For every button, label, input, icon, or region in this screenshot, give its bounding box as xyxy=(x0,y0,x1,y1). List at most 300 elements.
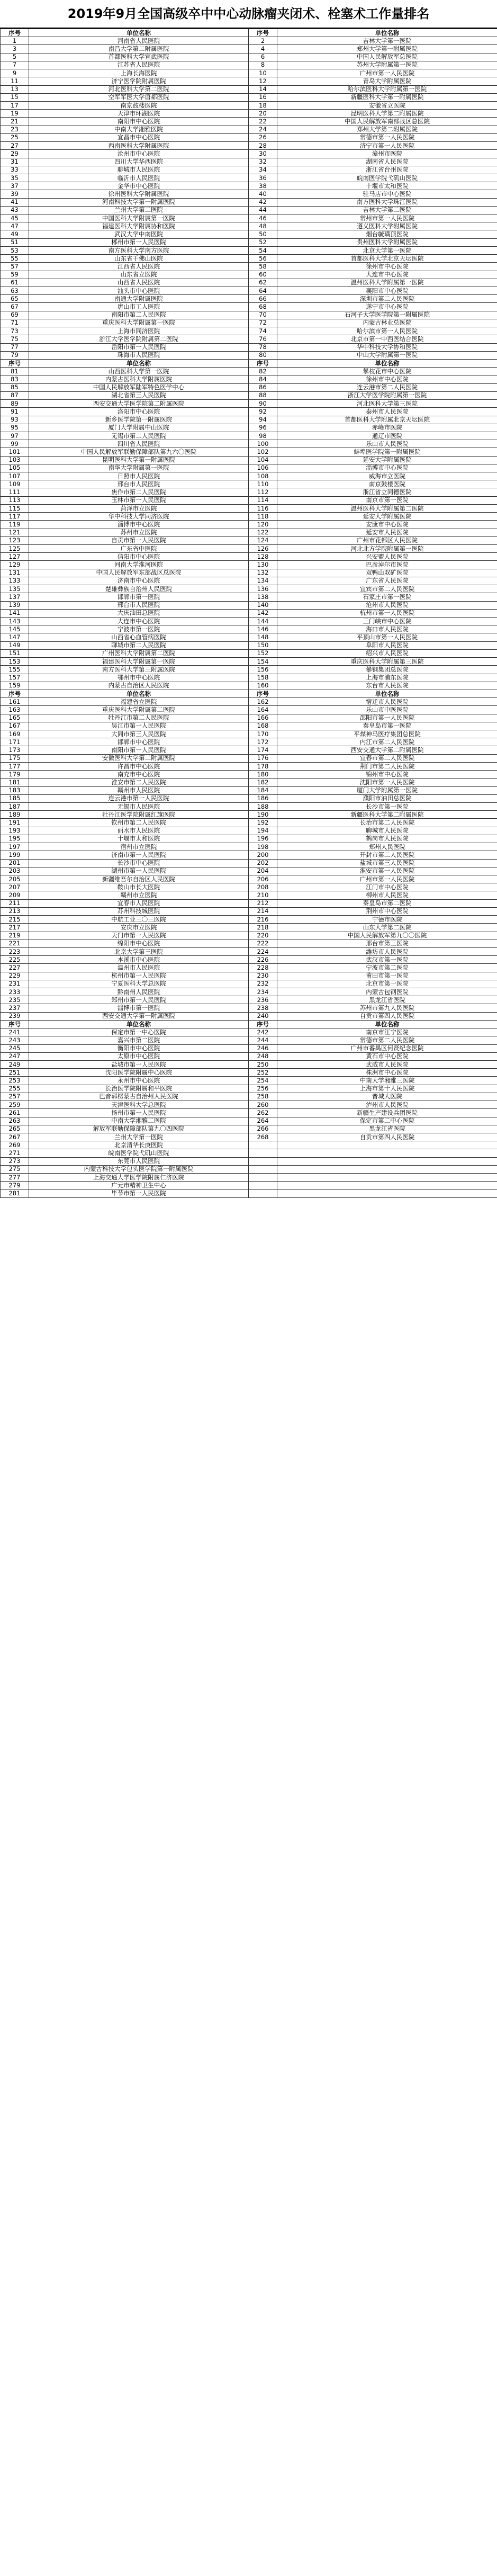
rank-cell: 120 xyxy=(249,521,277,529)
rank-cell: 143 xyxy=(1,617,29,625)
rank-cell: 208 xyxy=(249,883,277,891)
table-row xyxy=(1,843,497,851)
rank-cell: 193 xyxy=(1,827,29,835)
hospital-name: 晋城大医院 xyxy=(277,1093,497,1101)
rank-cell: 220 xyxy=(249,932,277,940)
table-row xyxy=(1,222,497,230)
hospital-name xyxy=(277,1141,497,1149)
rank-cell: 13 xyxy=(1,85,29,93)
table-row xyxy=(1,1141,497,1149)
table-row xyxy=(1,1109,497,1117)
rank-cell: 17 xyxy=(1,101,29,109)
hospital-name: 信阳市中心医院 xyxy=(29,553,249,561)
hospital-name: 长沙市第一医院 xyxy=(277,803,497,811)
table-row xyxy=(1,1149,497,1157)
hospital-name: 广州市第一人民医院 xyxy=(277,69,497,77)
rank-cell: 132 xyxy=(249,569,277,577)
rank-cell: 128 xyxy=(249,553,277,561)
hospital-name xyxy=(277,1157,497,1165)
hospital-name: 昆明医科大学第二附属医院 xyxy=(277,110,497,118)
table-row xyxy=(1,794,497,802)
hospital-name: 广州市第一人民医院 xyxy=(277,875,497,883)
table-row xyxy=(1,496,497,504)
hospital-name: 宿州市立医院 xyxy=(29,843,249,851)
rank-cell: 182 xyxy=(249,779,277,786)
rank-cell: 93 xyxy=(1,416,29,424)
hospital-name: 保定市第二中心医院 xyxy=(277,1117,497,1125)
rank-cell: 184 xyxy=(249,786,277,794)
hospital-name: 中国医科大学附属第一医院 xyxy=(29,214,249,222)
hospital-name: 河北医科大学第二医院 xyxy=(29,85,249,93)
rank-cell xyxy=(249,1149,277,1157)
rank-cell: 65 xyxy=(1,295,29,303)
rank-cell: 206 xyxy=(249,875,277,883)
table-row xyxy=(1,101,497,109)
table-row xyxy=(1,996,497,1004)
table-row xyxy=(1,182,497,190)
table-row xyxy=(1,133,497,141)
hospital-name: 嘉兴市第二医院 xyxy=(29,1036,249,1044)
hospital-name: 河南省人民医院 xyxy=(29,37,249,45)
hospital-name: 郑州市第一人民医院 xyxy=(29,996,249,1004)
hospital-name: 安庆市立医院 xyxy=(29,924,249,932)
rank-cell: 50 xyxy=(249,230,277,238)
hospital-name: 金华市中心医院 xyxy=(29,182,249,190)
hospital-name: 锦州市中心医院 xyxy=(277,771,497,779)
hospital-name: 中南大学湘雅三医院 xyxy=(277,1077,497,1085)
rank-cell: 136 xyxy=(249,585,277,593)
header-name: 单位名称 xyxy=(277,690,497,697)
rank-cell: 273 xyxy=(1,1157,29,1165)
table-header-row xyxy=(1,29,497,37)
hospital-name: 中国人民解放军总医院 xyxy=(277,53,497,61)
hospital-name: 阜阳市人民医院 xyxy=(277,641,497,649)
rank-cell: 265 xyxy=(1,1125,29,1133)
table-row xyxy=(1,585,497,593)
table-row xyxy=(1,190,497,198)
rank-cell: 57 xyxy=(1,263,29,271)
hospital-name: 浙江大学医学院附属第二医院 xyxy=(29,335,249,343)
rank-cell: 134 xyxy=(249,577,277,585)
table-row xyxy=(1,206,497,214)
hospital-name: 株洲市中心医院 xyxy=(277,1069,497,1077)
table-row xyxy=(1,1028,497,1036)
rank-cell: 224 xyxy=(249,947,277,955)
table-row xyxy=(1,891,497,899)
hospital-name: 潍坊市人民医院 xyxy=(277,947,497,955)
hospital-name: 江门市中心医院 xyxy=(277,883,497,891)
rank-cell: 113 xyxy=(1,496,29,504)
table-row xyxy=(1,658,497,666)
table-row xyxy=(1,464,497,472)
rank-cell: 268 xyxy=(249,1133,277,1141)
hospital-name: 新疆医科大学第一附属医院 xyxy=(277,93,497,101)
hospital-name: 郑州大学第二附属医院 xyxy=(277,126,497,133)
table-row xyxy=(1,174,497,182)
hospital-name: 南方医科大学南方医院 xyxy=(29,246,249,254)
table-row xyxy=(1,1157,497,1165)
rank-cell: 18 xyxy=(249,101,277,109)
rank-cell: 118 xyxy=(249,513,277,521)
hospital-name: 北京市第一医院 xyxy=(277,980,497,988)
table-row xyxy=(1,440,497,448)
hospital-name: 大庆油田总医院 xyxy=(29,609,249,617)
rank-cell: 81 xyxy=(1,368,29,375)
rank-cell: 35 xyxy=(1,174,29,182)
table-row xyxy=(1,504,497,512)
rank-cell: 152 xyxy=(249,649,277,657)
rank-cell: 247 xyxy=(1,1052,29,1060)
rank-cell xyxy=(249,1141,277,1149)
rank-cell: 230 xyxy=(249,972,277,980)
rank-cell: 281 xyxy=(1,1189,29,1197)
hospital-name: 兰州大学第一医院 xyxy=(29,1133,249,1141)
hospital-name: 河南科技大学第一附属医院 xyxy=(29,198,249,206)
rank-cell: 106 xyxy=(249,464,277,472)
rank-cell: 165 xyxy=(1,714,29,722)
rank-cell: 82 xyxy=(249,368,277,375)
header-name: 单位名称 xyxy=(29,29,249,37)
rank-cell: 239 xyxy=(1,1012,29,1020)
rank-cell: 42 xyxy=(249,198,277,206)
hospital-name: 宁夏医科大学总医院 xyxy=(29,980,249,988)
hospital-name: 常州市第一人民医院 xyxy=(277,214,497,222)
rank-cell: 58 xyxy=(249,263,277,271)
rank-cell: 253 xyxy=(1,1077,29,1085)
hospital-name: 内蒙古科技大学包头医学院第一附属医院 xyxy=(29,1165,249,1173)
hospital-name: 淮安市第一人民医院 xyxy=(277,867,497,875)
rank-cell: 205 xyxy=(1,875,29,883)
table-row xyxy=(1,375,497,383)
hospital-name: 毕节市第一人民医院 xyxy=(29,1189,249,1197)
hospital-name: 鞍山市长大医院 xyxy=(29,883,249,891)
rank-cell: 221 xyxy=(1,940,29,947)
rank-cell: 68 xyxy=(249,303,277,311)
hospital-name: 南阳市第一人民医院 xyxy=(29,746,249,754)
rank-cell: 6 xyxy=(249,53,277,61)
rank-cell: 235 xyxy=(1,996,29,1004)
hospital-name: 黔南州人民医院 xyxy=(29,988,249,996)
rank-cell: 243 xyxy=(1,1036,29,1044)
rank-cell: 34 xyxy=(249,166,277,174)
rank-cell: 154 xyxy=(249,658,277,666)
rank-cell: 47 xyxy=(1,222,29,230)
hospital-name: 温州医科大学附属第二医院 xyxy=(277,504,497,512)
hospital-name: 宜春市人民医院 xyxy=(29,899,249,907)
rank-cell: 78 xyxy=(249,343,277,351)
table-row xyxy=(1,786,497,794)
hospital-name: 汕头市中心医院 xyxy=(29,287,249,295)
hospital-name: 皖南医学院弋矶山医院 xyxy=(277,174,497,182)
rank-cell: 217 xyxy=(1,924,29,932)
rank-cell: 110 xyxy=(249,480,277,488)
hospital-name: 东莞市人民医院 xyxy=(29,1157,249,1165)
hospital-name: 荆门市第二人民医院 xyxy=(277,762,497,770)
hospital-name: 邢台市人民医院 xyxy=(29,601,249,609)
hospital-name: 中国人民解放军第九〇〇医院 xyxy=(277,932,497,940)
rank-cell: 238 xyxy=(249,1004,277,1012)
rank-cell: 74 xyxy=(249,327,277,335)
table-row xyxy=(1,899,497,907)
table-row xyxy=(1,77,497,85)
hospital-name: 安徽省立医院 xyxy=(277,101,497,109)
rank-cell: 183 xyxy=(1,786,29,794)
hospital-name: 上海市同济医院 xyxy=(29,327,249,335)
rank-cell: 111 xyxy=(1,488,29,496)
table-row xyxy=(1,246,497,254)
rank-cell: 200 xyxy=(249,851,277,859)
hospital-name: 内蒙古自治区人民医院 xyxy=(29,682,249,690)
rank-cell: 27 xyxy=(1,142,29,150)
hospital-name: 襄阳市中心医院 xyxy=(277,287,497,295)
hospital-name: 吉林大学第一医院 xyxy=(277,37,497,45)
rank-cell: 187 xyxy=(1,803,29,811)
rank-cell: 150 xyxy=(249,641,277,649)
hospital-name: 中南大学湘雅医院 xyxy=(29,126,249,133)
hospital-name: 杭州市第一人民医院 xyxy=(29,972,249,980)
rank-cell xyxy=(249,1157,277,1165)
hospital-name: 济宁医学院附属医院 xyxy=(29,77,249,85)
table-header-row xyxy=(1,359,497,367)
rank-cell: 3 xyxy=(1,45,29,53)
rank-cell: 33 xyxy=(1,166,29,174)
table-row xyxy=(1,1117,497,1125)
rank-cell: 62 xyxy=(249,279,277,287)
hospital-name: 上海长海医院 xyxy=(29,69,249,77)
rank-cell: 197 xyxy=(1,843,29,851)
hospital-name: 漳州市医院 xyxy=(277,150,497,158)
hospital-name: 沧州市中心医院 xyxy=(29,150,249,158)
table-row xyxy=(1,1085,497,1093)
hospital-name: 内蒙古包钢医院 xyxy=(277,988,497,996)
table-row xyxy=(1,827,497,835)
table-row xyxy=(1,682,497,690)
hospital-name: 河南大学淮河医院 xyxy=(29,561,249,569)
rank-cell: 66 xyxy=(249,295,277,303)
hospital-name: 新疆医科大学第二附属医院 xyxy=(277,811,497,819)
hospital-name: 宁波市第二医院 xyxy=(277,964,497,972)
table-row xyxy=(1,319,497,327)
rank-cell: 149 xyxy=(1,641,29,649)
rank-cell: 258 xyxy=(249,1093,277,1101)
rank-cell: 251 xyxy=(1,1069,29,1077)
rank-cell: 177 xyxy=(1,762,29,770)
rank-cell: 169 xyxy=(1,730,29,738)
hospital-name: 河北北方学院附属第一医院 xyxy=(277,545,497,553)
hospital-name: 哈尔滨市第一人民医院 xyxy=(277,327,497,335)
table-row xyxy=(1,1165,497,1173)
rank-cell: 204 xyxy=(249,867,277,875)
rank-cell: 170 xyxy=(249,730,277,738)
table-row xyxy=(1,1061,497,1069)
rank-cell: 43 xyxy=(1,206,29,214)
table-row xyxy=(1,907,497,915)
hospital-name: 乐山市中医医院 xyxy=(277,706,497,714)
rank-cell: 123 xyxy=(1,536,29,544)
table-row xyxy=(1,529,497,536)
hospital-name: 沈阳市第一人民医院 xyxy=(277,779,497,786)
table-row xyxy=(1,448,497,456)
table-row xyxy=(1,916,497,924)
table-row xyxy=(1,1012,497,1020)
rank-cell: 191 xyxy=(1,819,29,827)
rank-cell: 153 xyxy=(1,658,29,666)
rank-cell: 8 xyxy=(249,61,277,69)
rank-cell: 223 xyxy=(1,947,29,955)
table-row xyxy=(1,625,497,633)
table-header-row xyxy=(1,1020,497,1028)
rank-cell: 155 xyxy=(1,666,29,674)
table-row xyxy=(1,633,497,641)
rank-cell: 100 xyxy=(249,440,277,448)
hospital-name: 自贡市第四人民医院 xyxy=(277,1133,497,1141)
table-row xyxy=(1,593,497,601)
table-row xyxy=(1,400,497,408)
hospital-name: 珠海市人民医院 xyxy=(29,351,249,359)
rank-cell: 257 xyxy=(1,1093,29,1101)
hospital-name: 濮阳市油田总医院 xyxy=(277,794,497,802)
rank-cell: 71 xyxy=(1,319,29,327)
rank-cell: 275 xyxy=(1,1165,29,1173)
hospital-name: 广州市花都区人民医院 xyxy=(277,536,497,544)
hospital-name: 东台市人民医院 xyxy=(277,682,497,690)
rank-cell: 159 xyxy=(1,682,29,690)
hospital-name: 自贡市第四人民医院 xyxy=(277,1012,497,1020)
table-row xyxy=(1,859,497,867)
hospital-name: 淄博市第一医院 xyxy=(29,1004,249,1012)
hospital-name: 邯郸市中心医院 xyxy=(29,738,249,746)
table-row xyxy=(1,956,497,964)
rank-cell: 126 xyxy=(249,545,277,553)
rank-cell: 20 xyxy=(249,110,277,118)
hospital-name: 石河子大学医学院第一附属医院 xyxy=(277,311,497,319)
hospital-name: 日照市人民医院 xyxy=(29,472,249,480)
rank-cell: 214 xyxy=(249,907,277,915)
hospital-name: 中国人民解放军东部战区总医院 xyxy=(29,569,249,577)
rank-cell: 259 xyxy=(1,1101,29,1109)
hospital-name: 内江市第二人民医院 xyxy=(277,738,497,746)
rank-cell: 86 xyxy=(249,383,277,391)
hospital-name: 大连市中心医院 xyxy=(277,271,497,279)
hospital-name: 双鸭山双矿医院 xyxy=(277,569,497,577)
rank-cell: 225 xyxy=(1,956,29,964)
rank-cell: 97 xyxy=(1,432,29,440)
hospital-name: 郴州市第一人民医院 xyxy=(29,238,249,246)
table-row xyxy=(1,142,497,150)
table-row xyxy=(1,53,497,61)
hospital-name: 盐城市第三人民医院 xyxy=(277,859,497,867)
rank-cell: 31 xyxy=(1,158,29,166)
hospital-name: 荆州市中心医院 xyxy=(277,907,497,915)
table-row xyxy=(1,779,497,786)
rank-cell: 60 xyxy=(249,271,277,279)
hospital-name: 华中科技大学协和医院 xyxy=(277,343,497,351)
rank-cell: 198 xyxy=(249,843,277,851)
rank-cell: 229 xyxy=(1,972,29,980)
hospital-name: 解放军联勤保障部队第九〇四医院 xyxy=(29,1125,249,1133)
hospital-name: 空军军医大学唐都医院 xyxy=(29,93,249,101)
hospital-name: 巴音郭楞蒙古自治州人民医院 xyxy=(29,1093,249,1101)
hospital-name: 赣州市立医院 xyxy=(29,891,249,899)
header-rank: 序号 xyxy=(1,690,29,697)
hospital-name: 徐州市中心医院 xyxy=(277,375,497,383)
hospital-name: 西南医科大学附属医院 xyxy=(29,142,249,150)
hospital-name: 宿迁市人民医院 xyxy=(277,698,497,706)
table-row xyxy=(1,1036,497,1044)
table-row xyxy=(1,561,497,569)
rank-cell: 166 xyxy=(249,714,277,722)
hospital-name: 上海交通大学医学院附属仁济医院 xyxy=(29,1174,249,1182)
table-row xyxy=(1,335,497,343)
table-row xyxy=(1,730,497,738)
hospital-name: 山东省千佛山医院 xyxy=(29,255,249,263)
table-row xyxy=(1,1101,497,1109)
rank-cell: 189 xyxy=(1,811,29,819)
hospital-name: 盐城市第一人民医院 xyxy=(29,1061,249,1069)
header-rank: 序号 xyxy=(249,690,277,697)
table-row xyxy=(1,279,497,287)
rank-cell: 44 xyxy=(249,206,277,214)
hospital-name: 通辽市医院 xyxy=(277,432,497,440)
rank-cell: 59 xyxy=(1,271,29,279)
hospital-name: 本溪市中心医院 xyxy=(29,956,249,964)
hospital-name: 黄石市中心医院 xyxy=(277,1052,497,1060)
rank-cell: 89 xyxy=(1,400,29,408)
rank-cell: 16 xyxy=(249,93,277,101)
hospital-name: 南方医科大学珠江医院 xyxy=(277,198,497,206)
table-row xyxy=(1,343,497,351)
rank-cell: 175 xyxy=(1,754,29,762)
rank-cell: 77 xyxy=(1,343,29,351)
table-row xyxy=(1,875,497,883)
hospital-name: 宜宾市第二人民医院 xyxy=(277,585,497,593)
hospital-name: 福建医科大学附属协和医院 xyxy=(29,222,249,230)
rank-cell: 173 xyxy=(1,746,29,754)
table-row xyxy=(1,569,497,577)
table-row xyxy=(1,432,497,440)
hospital-name: 聊城市人民医院 xyxy=(277,827,497,835)
rank-cell: 211 xyxy=(1,899,29,907)
rank-cell xyxy=(249,1174,277,1182)
table-row xyxy=(1,238,497,246)
hospital-name: 郑州人民医院 xyxy=(277,843,497,851)
rank-cell: 135 xyxy=(1,585,29,593)
rank-cell: 179 xyxy=(1,771,29,779)
rank-cell: 105 xyxy=(1,464,29,472)
rank-cell: 21 xyxy=(1,118,29,126)
hospital-name: 浙江省台州医院 xyxy=(277,166,497,174)
rank-cell: 256 xyxy=(249,1085,277,1093)
table-row xyxy=(1,714,497,722)
hospital-name: 山东省立医院 xyxy=(29,271,249,279)
table-row xyxy=(1,327,497,335)
table-row xyxy=(1,45,497,53)
hospital-name: 湖州市第一人民医院 xyxy=(29,867,249,875)
rank-cell: 51 xyxy=(1,238,29,246)
hospital-name: 上海市第十人民医院 xyxy=(277,1085,497,1093)
hospital-name: 岳阳市第一人民医院 xyxy=(29,343,249,351)
hospital-name: 鹤岗市人民医院 xyxy=(277,835,497,843)
hospital-name: 洛阳市中心医院 xyxy=(29,408,249,416)
hospital-name: 吴江市第一人民医院 xyxy=(29,722,249,730)
rank-cell: 61 xyxy=(1,279,29,287)
rank-cell: 176 xyxy=(249,754,277,762)
hospital-name: 宜昌市中心医院 xyxy=(29,133,249,141)
rank-cell: 215 xyxy=(1,916,29,924)
rank-cell: 55 xyxy=(1,255,29,263)
header-rank: 序号 xyxy=(249,29,277,37)
table-row xyxy=(1,1093,497,1101)
